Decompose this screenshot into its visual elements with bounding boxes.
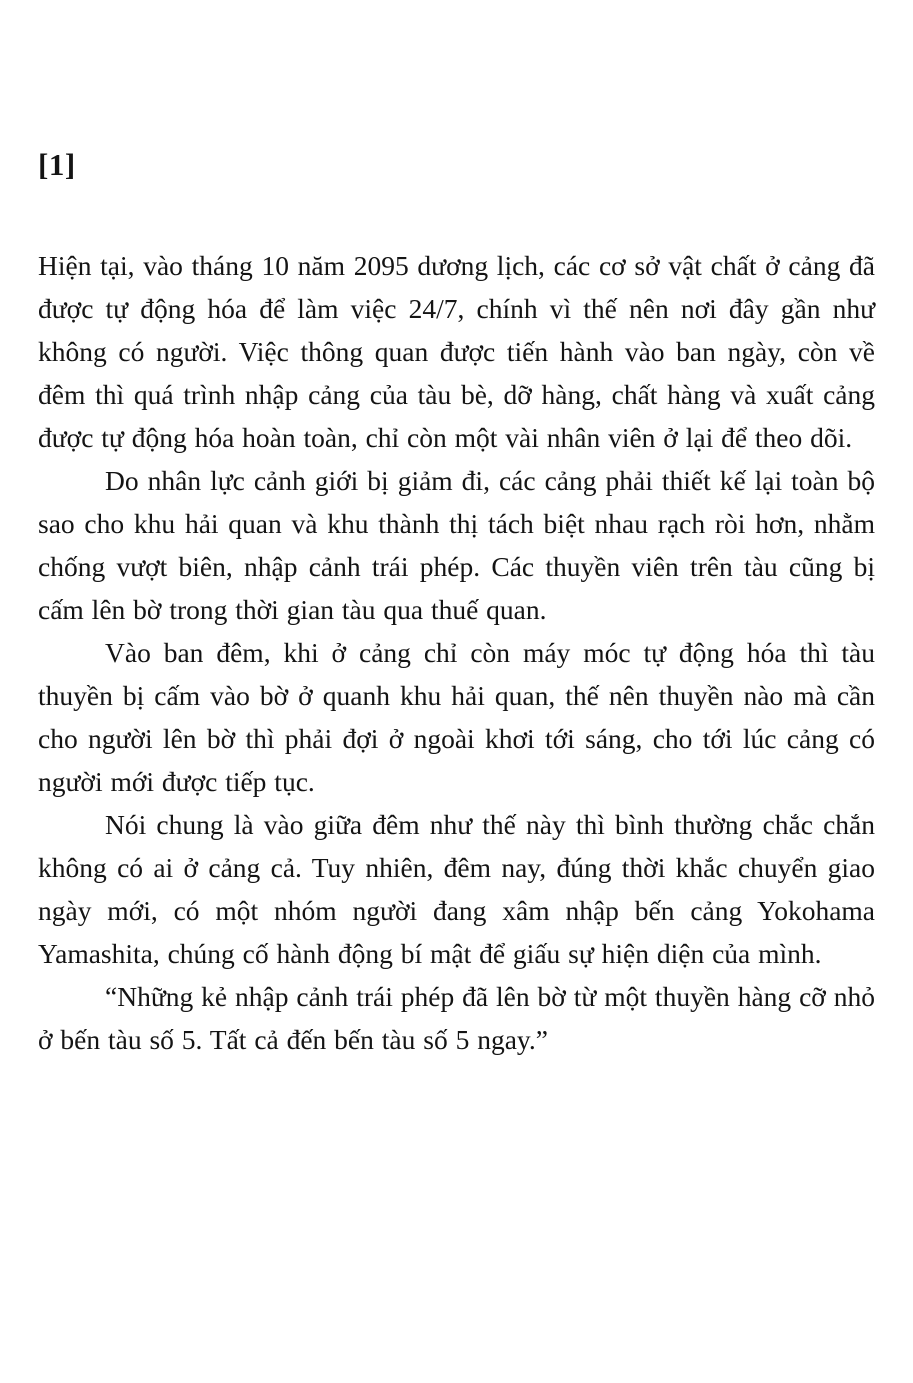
paragraph-quote: “Những kẻ nhập cảnh trái phép đã lên bờ từ một thuyền hàng cỡ nhỏ ở bến tàu số 5. Tất cả đến bến tàu số 5 ngay.” <box>38 981 875 1055</box>
paragraph-intro: Hiện tại, vào tháng 10 năm 2095 dương lịch, các cơ sở vật chất ở cảng đã được tự động hóa để làm việc 24/7, chính vì thế nên nơi đây gần như không có người. Việc thông quan được tiến hành vào ban ngày, còn về đêm thì quá trình nhập cảng của tàu bè, dỡ hàng, chất hàng và xuất cảng được tự động hóa hoàn toàn, chỉ còn một vài nhân viên ở lại để theo dõi. <box>38 250 875 453</box>
paragraph-security-redesign: Do nhân lực cảnh giới bị giảm đi, các cảng phải thiết kế lại toàn bộ sao cho khu hải quan và khu thành thị tách biệt nhau rạch ròi hơn, nhằm chống vượt biên, nhập cảnh trái phép. Các thuyền viên trên tàu cũng bị cấm lên bờ trong thời gian tàu qua thuế quan. <box>38 465 875 625</box>
paragraph-infiltration: Nói chung là vào giữa đêm như thế này thì bình thường chắc chắn không có ai ở cảng cả. Tuy nhiên, đêm nay, đúng thời khắc chuyển giao ngày mới, có một nhóm người đang xâm nhập bến cảng Yokohama Yamashita, chúng cố hành động bí mật để giấu sự hiện diện của mình. <box>38 809 875 969</box>
section-number: [1] <box>38 147 76 182</box>
paragraph-night-rules: Vào ban đêm, khi ở cảng chỉ còn máy móc tự động hóa thì tàu thuyền bị cấm vào bờ ở quanh khu hải quan, thế nên thuyền nào mà cần cho người lên bờ thì phải đợi ở ngoài khơi tới sáng, cho tới lúc cảng có người mới được tiếp tục. <box>38 637 875 797</box>
